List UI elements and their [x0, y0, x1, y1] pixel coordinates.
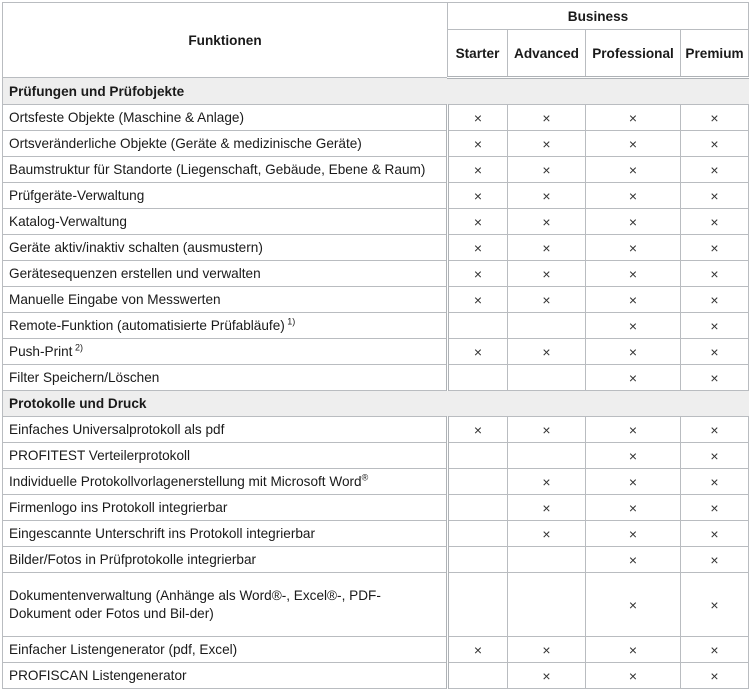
- check-mark-icon: ×: [628, 447, 638, 464]
- availability-cell-professional: [586, 547, 681, 573]
- availability-cell-professional: [586, 261, 681, 287]
- check-mark-icon: ×: [628, 641, 638, 658]
- availability-cell-advanced: [508, 261, 586, 287]
- check-mark-icon: ×: [628, 239, 638, 256]
- check-mark-icon: ×: [473, 213, 483, 230]
- table-row: [3, 547, 749, 573]
- availability-cell-professional: [586, 365, 681, 391]
- check-mark-icon: ×: [710, 551, 719, 568]
- table-row: [3, 573, 749, 637]
- check-mark-icon: ×: [473, 135, 483, 152]
- check-mark-icon: ×: [628, 667, 638, 684]
- header-tier-professional: Professional: [586, 30, 681, 78]
- availability-cell-premium: [681, 209, 749, 235]
- availability-cell-premium: [681, 637, 749, 663]
- table-row: [3, 365, 749, 391]
- availability-cell-premium: [681, 417, 749, 443]
- table-row: [3, 637, 749, 663]
- check-mark-icon: ×: [710, 473, 719, 490]
- availability-cell-starter: [448, 573, 508, 637]
- check-mark-icon: ×: [628, 421, 638, 438]
- header-tier-advanced: Advanced: [508, 30, 586, 78]
- table-row: [3, 235, 749, 261]
- check-mark-icon: ×: [542, 291, 551, 308]
- table-row: [3, 521, 749, 547]
- availability-cell-starter: [448, 469, 508, 495]
- check-mark-icon: ×: [710, 135, 719, 152]
- feature-label: Baumstruktur für Standorte (Liegenschaft, Gebäude, Ebene & Raum): [3, 157, 448, 183]
- availability-cell-starter: [448, 235, 508, 261]
- table-row: [3, 339, 749, 365]
- availability-cell-starter: [448, 663, 508, 689]
- check-mark-icon: ×: [473, 291, 483, 308]
- check-mark-icon: ×: [542, 421, 551, 438]
- table-row: [3, 209, 749, 235]
- check-mark-icon: ×: [542, 161, 551, 178]
- availability-cell-advanced: [508, 469, 586, 495]
- availability-cell-starter: [448, 417, 508, 443]
- feature-label: Einfacher Listengenerator (pdf, Excel): [3, 637, 448, 663]
- check-mark-icon: ×: [710, 641, 719, 658]
- availability-cell-advanced: [508, 287, 586, 313]
- availability-cell-premium: [681, 313, 749, 339]
- check-mark-icon: ×: [542, 135, 551, 152]
- availability-cell-premium: [681, 339, 749, 365]
- check-mark-icon: ×: [542, 499, 551, 516]
- availability-cell-starter: [448, 261, 508, 287]
- section-header-row: [3, 78, 749, 105]
- availability-cell-advanced: [508, 417, 586, 443]
- footnote-marker: 2): [72, 342, 83, 353]
- check-mark-icon: ×: [628, 109, 638, 126]
- footnote-marker: ®: [361, 472, 369, 483]
- check-mark-icon: ×: [542, 343, 551, 360]
- availability-cell-starter: [448, 339, 508, 365]
- check-mark-icon: ×: [710, 239, 719, 256]
- availability-cell-professional: [586, 339, 681, 365]
- availability-cell-professional: [586, 131, 681, 157]
- header-tier-premium: Premium: [681, 30, 749, 78]
- check-mark-icon: ×: [628, 291, 638, 308]
- check-mark-icon: ×: [628, 499, 638, 516]
- feature-label: Prüfgeräte-Verwaltung: [3, 183, 448, 209]
- check-mark-icon: ×: [473, 343, 483, 360]
- check-mark-icon: ×: [473, 187, 483, 204]
- availability-cell-starter: [448, 287, 508, 313]
- feature-comparison-table: [2, 2, 749, 689]
- feature-label: PROFITEST Verteilerprotokoll: [3, 443, 448, 469]
- availability-cell-starter: [448, 157, 508, 183]
- feature-label: Remote-Funktion (automatisierte Prüfabläufe) $^{1)}$: [3, 313, 448, 339]
- feature-label: Geräte aktiv/inaktiv schalten (ausmustern): [3, 235, 448, 261]
- check-mark-icon: ×: [628, 265, 638, 282]
- availability-cell-premium: [681, 663, 749, 689]
- check-mark-icon: ×: [710, 447, 719, 464]
- check-mark-icon: ×: [628, 525, 638, 542]
- availability-cell-advanced: [508, 339, 586, 365]
- check-mark-icon: ×: [710, 213, 719, 230]
- table-row: [3, 417, 749, 443]
- check-mark-icon: ×: [473, 641, 483, 658]
- header-business: Business: [448, 3, 749, 30]
- table-row: [3, 443, 749, 469]
- availability-cell-premium: [681, 495, 749, 521]
- availability-cell-professional: [586, 521, 681, 547]
- check-mark-icon: ×: [710, 265, 719, 282]
- feature-label: Push-Print $^{2)}$: [3, 339, 448, 365]
- availability-cell-advanced: [508, 183, 586, 209]
- feature-label: Katalog-Verwaltung: [3, 209, 448, 235]
- check-mark-icon: ×: [542, 265, 551, 282]
- check-mark-icon: ×: [710, 109, 719, 126]
- check-mark-icon: ×: [628, 213, 638, 230]
- check-mark-icon: ×: [710, 317, 719, 334]
- check-mark-icon: ×: [628, 161, 638, 178]
- feature-label: Eingescannte Unterschrift ins Protokoll integrierbar: [3, 521, 448, 547]
- table-row: [3, 313, 749, 339]
- check-mark-icon: ×: [473, 265, 483, 282]
- availability-cell-professional: [586, 573, 681, 637]
- check-mark-icon: ×: [542, 641, 551, 658]
- availability-cell-professional: [586, 235, 681, 261]
- availability-cell-starter: [448, 637, 508, 663]
- availability-cell-professional: [586, 287, 681, 313]
- footnote-marker: 1): [284, 316, 296, 327]
- check-mark-icon: ×: [628, 343, 638, 360]
- section-header-row: [3, 391, 749, 417]
- feature-label: Einfaches Universalprotokoll als pdf: [3, 417, 448, 443]
- table-row: [3, 261, 749, 287]
- feature-label: Firmenlogo ins Protokoll integrierbar: [3, 495, 448, 521]
- availability-cell-professional: [586, 663, 681, 689]
- availability-cell-premium: [681, 131, 749, 157]
- feature-label: PROFISCAN Listengenerator: [3, 663, 448, 689]
- check-mark-icon: ×: [542, 213, 551, 230]
- feature-label: Gerätesequenzen erstellen und verwalten: [3, 261, 448, 287]
- table-row: [3, 287, 749, 313]
- check-mark-icon: ×: [710, 187, 719, 204]
- check-mark-icon: ×: [710, 421, 719, 438]
- check-mark-icon: ×: [710, 369, 719, 386]
- check-mark-icon: ×: [628, 369, 638, 386]
- availability-cell-professional: [586, 157, 681, 183]
- check-mark-icon: ×: [473, 239, 483, 256]
- availability-cell-advanced: [508, 313, 586, 339]
- availability-cell-premium: [681, 261, 749, 287]
- availability-cell-starter: [448, 365, 508, 391]
- availability-cell-advanced: [508, 235, 586, 261]
- check-mark-icon: ×: [542, 667, 551, 684]
- availability-cell-advanced: [508, 547, 586, 573]
- availability-cell-starter: [448, 183, 508, 209]
- availability-cell-premium: [681, 469, 749, 495]
- table-row: [3, 105, 749, 131]
- check-mark-icon: ×: [542, 239, 551, 256]
- availability-cell-professional: [586, 105, 681, 131]
- check-mark-icon: ×: [710, 343, 719, 360]
- section-title: Protokolle und Druck: [3, 391, 749, 417]
- availability-cell-professional: [586, 443, 681, 469]
- availability-cell-premium: [681, 521, 749, 547]
- availability-cell-professional: [586, 495, 681, 521]
- availability-cell-premium: [681, 287, 749, 313]
- availability-cell-professional: [586, 469, 681, 495]
- feature-label: Individuelle Protokollvorlagenerstellung mit Microsoft Word®: [3, 469, 448, 495]
- availability-cell-starter: [448, 209, 508, 235]
- table-row: [3, 157, 749, 183]
- section-title: Prüfungen und Prüfobjekte: [3, 78, 749, 105]
- header-tier-starter: Starter: [448, 30, 508, 78]
- availability-cell-advanced: [508, 443, 586, 469]
- availability-cell-advanced: [508, 495, 586, 521]
- feature-label: Filter Speichern/Löschen: [3, 365, 448, 391]
- check-mark-icon: ×: [628, 473, 638, 490]
- availability-cell-professional: [586, 209, 681, 235]
- check-mark-icon: ×: [628, 317, 638, 334]
- check-mark-icon: ×: [710, 667, 719, 684]
- availability-cell-professional: [586, 637, 681, 663]
- table-body: [3, 78, 749, 689]
- availability-cell-professional: [586, 183, 681, 209]
- check-mark-icon: ×: [710, 596, 719, 613]
- feature-label: Ortsfeste Objekte (Maschine & Anlage): [3, 105, 448, 131]
- availability-cell-advanced: [508, 521, 586, 547]
- check-mark-icon: ×: [710, 161, 719, 178]
- check-mark-icon: ×: [710, 525, 719, 542]
- check-mark-icon: ×: [628, 187, 638, 204]
- availability-cell-starter: [448, 105, 508, 131]
- check-mark-icon: ×: [710, 499, 719, 516]
- availability-cell-starter: [448, 495, 508, 521]
- availability-cell-advanced: [508, 131, 586, 157]
- check-mark-icon: ×: [710, 291, 719, 308]
- check-mark-icon: ×: [473, 421, 483, 438]
- availability-cell-premium: [681, 157, 749, 183]
- availability-cell-premium: [681, 443, 749, 469]
- check-mark-icon: ×: [542, 473, 551, 490]
- table-row: [3, 131, 749, 157]
- availability-cell-starter: [448, 313, 508, 339]
- availability-cell-advanced: [508, 663, 586, 689]
- feature-label: Bilder/Fotos in Prüfprotokolle integrierbar: [3, 547, 448, 573]
- availability-cell-professional: [586, 313, 681, 339]
- availability-cell-professional: [586, 417, 681, 443]
- feature-label: Dokumentenverwaltung (Anhänge als Word®-, Excel®-, PDF-Dokument oder Fotos und Bil-der): [3, 573, 448, 637]
- check-mark-icon: ×: [473, 109, 483, 126]
- check-mark-icon: ×: [628, 551, 638, 568]
- availability-cell-advanced: [508, 105, 586, 131]
- availability-cell-starter: [448, 521, 508, 547]
- header-funktionen: Funktionen: [3, 3, 448, 78]
- availability-cell-premium: [681, 105, 749, 131]
- check-mark-icon: ×: [542, 525, 551, 542]
- availability-cell-premium: [681, 547, 749, 573]
- availability-cell-advanced: [508, 637, 586, 663]
- check-mark-icon: ×: [542, 109, 551, 126]
- table-row: [3, 663, 749, 689]
- check-mark-icon: ×: [628, 135, 638, 152]
- feature-label: Manuelle Eingabe von Messwerten: [3, 287, 448, 313]
- table-row: [3, 495, 749, 521]
- availability-cell-starter: [448, 547, 508, 573]
- check-mark-icon: ×: [542, 187, 551, 204]
- check-mark-icon: ×: [473, 161, 483, 178]
- availability-cell-premium: [681, 183, 749, 209]
- table-row: [3, 183, 749, 209]
- availability-cell-advanced: [508, 157, 586, 183]
- check-mark-icon: ×: [628, 596, 638, 613]
- table-row: [3, 469, 749, 495]
- availability-cell-starter: [448, 443, 508, 469]
- availability-cell-premium: [681, 573, 749, 637]
- availability-cell-advanced: [508, 573, 586, 637]
- availability-cell-advanced: [508, 365, 586, 391]
- feature-label: Ortsveränderliche Objekte (Geräte & medizinische Geräte): [3, 131, 448, 157]
- availability-cell-premium: [681, 235, 749, 261]
- availability-cell-advanced: [508, 209, 586, 235]
- availability-cell-premium: [681, 365, 749, 391]
- availability-cell-starter: [448, 131, 508, 157]
